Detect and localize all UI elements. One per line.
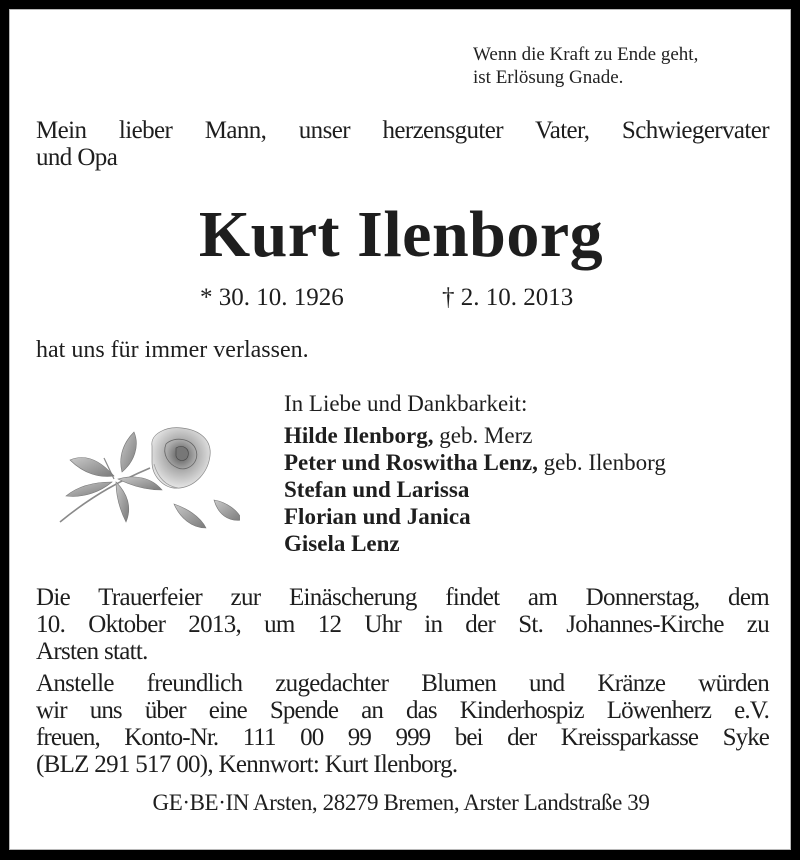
obituary-notice	[9, 9, 791, 850]
mourner-name: Stefan und Larissa	[284, 477, 470, 502]
donation-line-2: wir uns über eine Spende an das Kinderhospiz Löwenherz e.V.	[36, 697, 769, 724]
motto-line-2: ist Erlösung Gnade.	[473, 67, 624, 88]
mourner-name: Hilde Ilenborg,	[284, 423, 434, 448]
service-line-1: Die Trauerfeier zur Einäscherung findet am Donnerstag, dem	[36, 584, 769, 611]
donation-line-4: (BLZ 291 517 00), Kennwort: Kurt Ilenborg.	[36, 751, 458, 778]
intro-line-1: Mein lieber Mann, unser herzensguter Vater, Schwiegervater	[36, 117, 769, 144]
intro-line-2: und Opa	[36, 144, 118, 171]
mourner-entry	[284, 449, 666, 476]
mourner-name: Peter und Roswitha Lenz,	[284, 450, 538, 475]
service-line-2: 10. Oktober 2013, um 12 Uhr in der St. Johannes-Kirche zu	[36, 611, 769, 638]
deceased-name: Kurt Ilenborg	[198, 198, 604, 271]
mourner-entry	[284, 503, 471, 530]
mourner-entry	[284, 476, 469, 503]
mourner-name: Florian und Janica	[284, 504, 471, 529]
service-line-3: Arsten statt.	[36, 638, 148, 665]
motto-line-1: Wenn die Kraft zu Ende geht,	[473, 44, 699, 65]
mourners-heading: In Liebe und Dankbarkeit:	[284, 391, 528, 416]
donation-line-1: Anstelle freundlich zugedachter Blumen und Kränze würden	[36, 670, 769, 697]
mourner-entry	[284, 422, 533, 449]
death-date: † 2. 10. 2013	[442, 284, 574, 311]
mourner-note: geb. Merz	[433, 423, 533, 448]
passing-text: hat uns für immer verlassen.	[36, 337, 309, 363]
donation-line-3: freuen, Konto-Nr. 111 00 99 999 bei der Kreissparkasse Syke	[36, 724, 769, 751]
rose-icon	[54, 424, 240, 534]
funeral-home-address: GE·BE·IN Arsten, 28279 Bremen, Arster Landstraße 39	[152, 790, 650, 815]
mourner-entry	[284, 530, 400, 557]
mourner-name: Gisela Lenz	[284, 531, 400, 556]
mourner-note: geb. Ilenborg	[537, 450, 666, 475]
birth-date: * 30. 10. 1926	[200, 284, 344, 311]
